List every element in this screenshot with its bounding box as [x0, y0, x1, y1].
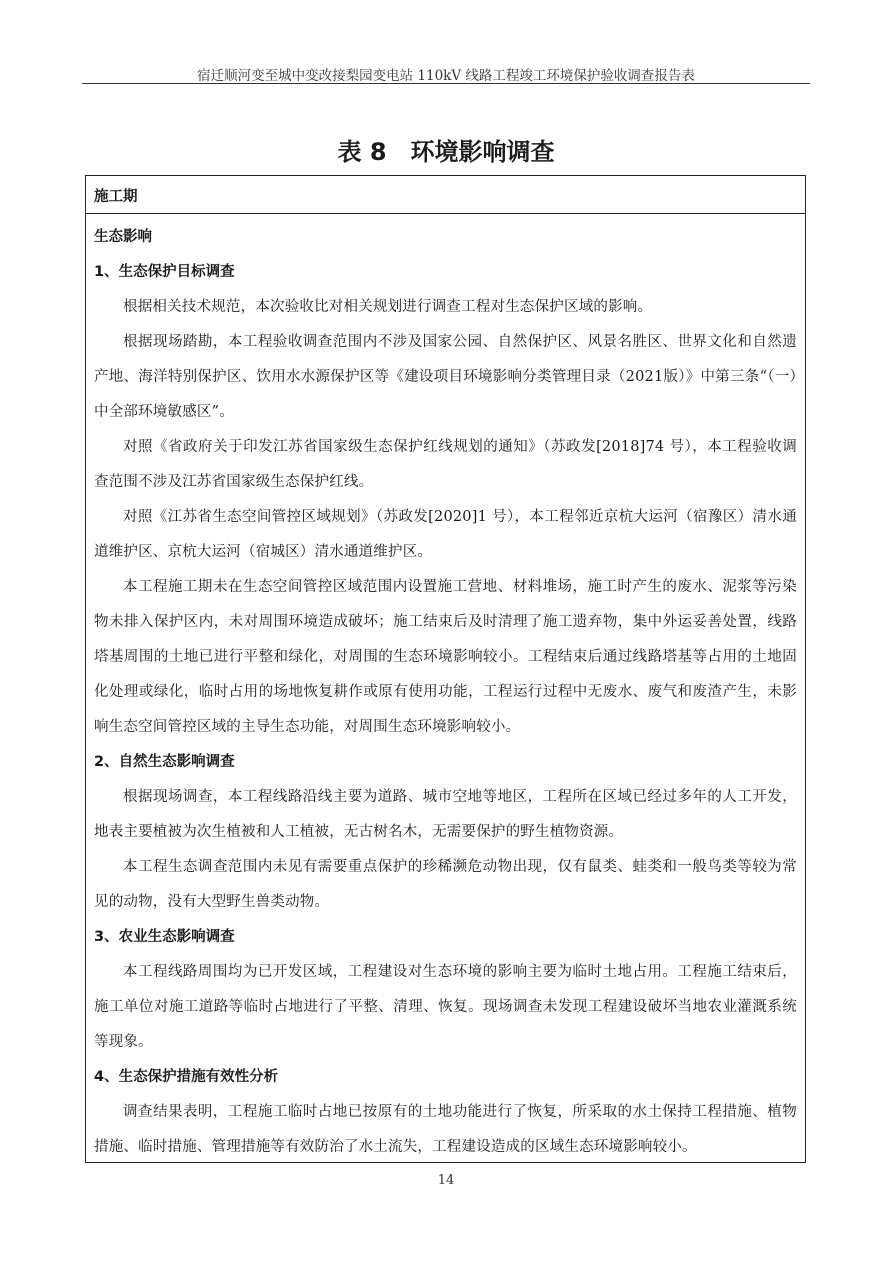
paragraph: 本工程线路周围均为已开发区域，工程建设对生态环境的影响主要为临时土地占用。工程施工结束后，施工单位对施工道路等临时占地进行了平整、清理、恢复。现场调查未发现工程建设破坏当地农业灌溉系统等现象。	[94, 964, 797, 1050]
paragraph: 根据相关技术规范，本次验收比对相关规划进行调查工程对生态保护区域的影响。	[123, 299, 653, 315]
paragraph: 本工程生态调查范围内未见有需要重点保护的珍稀濒危动物出现，仅有鼠类、蛙类和一般鸟类等较为常见的动物，没有大型野生兽类动物。	[94, 859, 797, 910]
survey-table	[85, 175, 806, 1163]
subsection-heading: 3、农业生态影响调查	[94, 929, 235, 945]
running-header: 宿迁顺河变至城中变改接梨园变电站 110kV 线路工程竣工环境保护验收调查报告表	[197, 68, 695, 84]
page-number: 14	[437, 1173, 455, 1188]
paragraph: 调查结果表明，工程施工临时占地已按原有的土地功能进行了恢复，所采取的水土保持工程措施、植物措施、临时措施、管理措施等有效防治了水土流失，工程建设造成的区域生态环境影响较小。	[94, 1104, 797, 1155]
section-title: 生态影响	[94, 229, 152, 245]
subsection-heading: 4、生态保护措施有效性分析	[94, 1069, 279, 1085]
header-divider	[82, 83, 810, 84]
paragraph: 本工程施工期未在生态空间管控区域范围内设置施工营地、材料堆场，施工时产生的废水、泥浆等污染物未排入保护区内，未对周围环境造成破坏；施工结束后及时清理了施工遗弃物，集中外运妥善处置，线路塔基周围的土地已进行平整和绿化，对周围的生态环境影响较小。工程结束后通过线路塔基等占用的土地固化处理或绿化，临时占用的场地恢复耕作或原有使用功能，工程运行过程中无废水、废气和废渣产生，未影响生态空间管控区域的主导生态功能，对周围生态环境影响较小。	[94, 579, 797, 735]
paragraph: 对照《省政府关于印发江苏省国家级生态保护红线规划的通知》（苏政发[2018]74 号），本工程验收调查范围不涉及江苏省国家级生态保护红线。	[94, 439, 797, 490]
paragraph: 对照《江苏省生态空间管控区域规划》（苏政发[2020]1 号），本工程邻近京杭大运河（宿豫区）清水通道维护区、京杭大运河（宿城区）清水通道维护区。	[94, 509, 797, 560]
table-content	[86, 214, 805, 1165]
paragraph: 根据现场踏勘，本工程验收调查范围内不涉及国家公园、自然保护区、风景名胜区、世界文化和自然遗产地、海洋特别保护区、饮用水水源保护区等《建设项目环境影响分类管理目录（2021版）》中第三条“（一）中全部环境敏感区”。	[94, 334, 797, 420]
page-title: 表 8 环境影响调查	[337, 138, 555, 166]
subsection-heading: 1、生态保护目标调查	[94, 264, 235, 280]
subsection-heading: 2、自然生态影响调查	[94, 754, 235, 770]
paragraph: 根据现场调查，本工程线路沿线主要为道路、城市空地等地区，工程所在区域已经过多年的人工开发，地表主要植被为次生植被和人工植被，无古树名木，无需要保护的野生植物资源。	[94, 789, 797, 840]
period-label: 施工期	[86, 176, 805, 214]
